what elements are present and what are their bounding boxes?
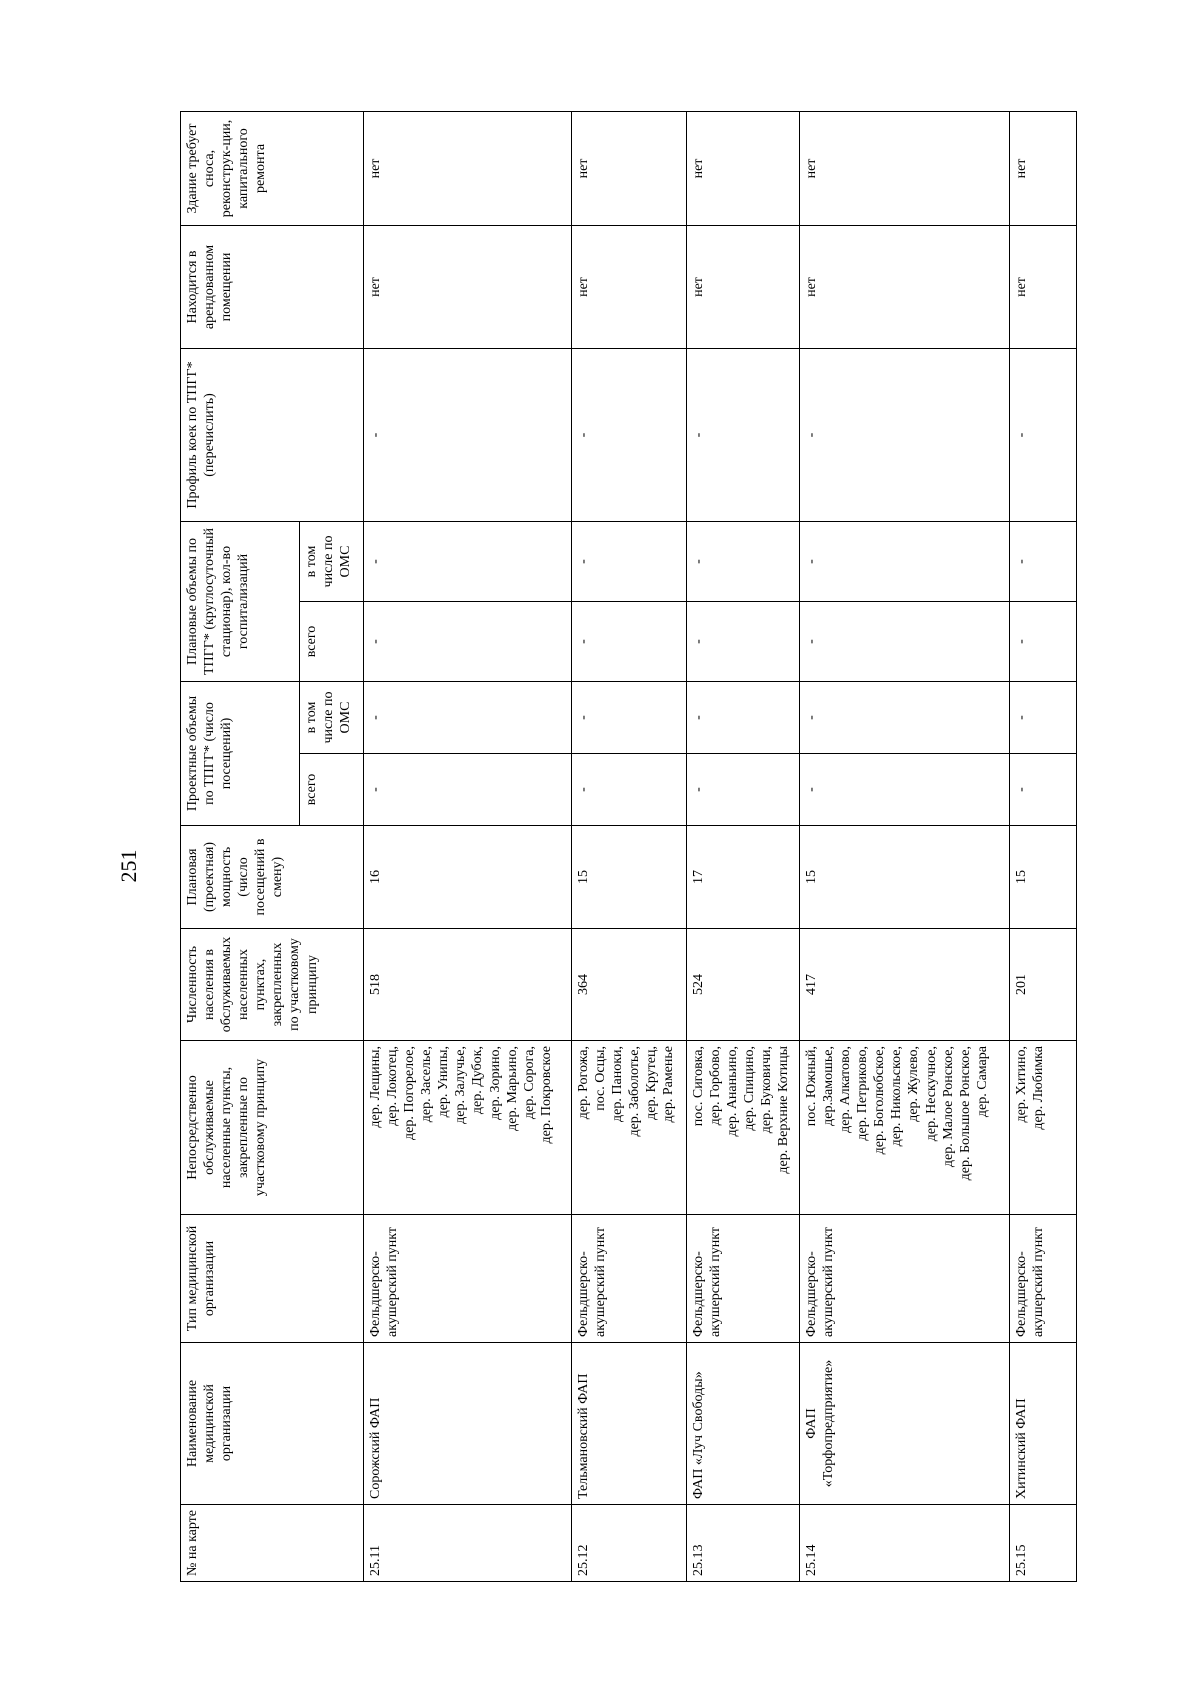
settlement-item: дер.Замошье, <box>821 1046 837 1126</box>
settlement-item: дер. Раменье <box>661 1046 677 1123</box>
settlement-item: дер. Дубок, <box>470 1046 486 1115</box>
cell-population: 201 <box>1010 929 1077 1041</box>
table-row <box>364 111 572 1581</box>
cell-bed-profile: - <box>800 348 1010 521</box>
medical-organizations-table <box>180 111 1077 1582</box>
header-type: Тип медицинской организации <box>181 1215 364 1343</box>
cell-bed-profile: - <box>687 348 800 521</box>
cell-name: ФАП «Луч Свободы» <box>687 1343 800 1505</box>
cell-population: 417 <box>800 929 1010 1041</box>
cell-settlements <box>800 1041 1010 1215</box>
settlement-item: дер. Никольское, <box>889 1046 905 1147</box>
settlement-item: дер. Марьино, <box>504 1046 520 1131</box>
cell-population: 518 <box>364 929 572 1041</box>
table-row <box>1010 111 1077 1581</box>
settlement-item: дер. Локотец, <box>385 1046 401 1126</box>
cell-hosp-oms: - <box>572 521 687 601</box>
cell-visits-total: - <box>1010 754 1077 826</box>
cell-capacity: 15 <box>800 826 1010 929</box>
cell-settlements <box>687 1041 800 1215</box>
cell-rented: нет <box>1010 225 1077 348</box>
cell-num: 25.13 <box>687 1505 800 1582</box>
settlement-item: дер. Малое Ронское, <box>940 1046 956 1168</box>
cell-num: 25.14 <box>800 1505 1010 1582</box>
cell-hosp-total: - <box>572 602 687 682</box>
settlement-item: дер. Верхние Котицы <box>776 1046 792 1174</box>
cell-type: Фельдшерско-акушерский пункт <box>572 1215 687 1343</box>
rotated-table-container <box>180 112 1076 1582</box>
cell-name: ФАП «Торфопредприятие» <box>800 1343 1010 1505</box>
cell-repair: нет <box>687 111 800 225</box>
settlement-item: дер. Алкатово, <box>838 1046 854 1133</box>
settlement-item: дер. Крутец, <box>644 1046 660 1120</box>
cell-capacity: 15 <box>572 826 687 929</box>
cell-hosp-total: - <box>1010 602 1077 682</box>
cell-name: Сорожский ФАП <box>364 1343 572 1505</box>
cell-visits-oms: - <box>687 682 800 754</box>
header-population: Численность населения в обслуживаемых населенных пунктах, закрепленных по участковому принципу <box>181 929 364 1041</box>
cell-repair: нет <box>1010 111 1077 225</box>
settlement-item: дер. Лещины, <box>368 1046 383 1128</box>
cell-visits-oms: - <box>572 682 687 754</box>
cell-visits-total: - <box>364 754 572 826</box>
page-number: 251 <box>116 849 141 883</box>
settlement-item: дер. Хитино, <box>1014 1046 1029 1123</box>
cell-settlements <box>572 1041 687 1215</box>
cell-population: 364 <box>572 929 687 1041</box>
cell-visits-total: - <box>800 754 1010 826</box>
cell-hosp-total: - <box>364 602 572 682</box>
cell-name: Хитинский ФАП <box>1010 1343 1077 1505</box>
settlement-item: дер. Паноки, <box>610 1046 626 1122</box>
cell-settlements <box>364 1041 572 1215</box>
cell-hosp-oms: - <box>687 521 800 601</box>
cell-repair: нет <box>364 111 572 225</box>
table-row <box>687 111 800 1581</box>
header-hospitalizations: Плановые объемы по ТПГГ* (круглосуточный стационар), кол-во госпитализаций <box>181 521 300 681</box>
cell-repair: нет <box>572 111 687 225</box>
cell-num: 25.15 <box>1010 1505 1077 1582</box>
cell-hosp-oms: - <box>1010 521 1077 601</box>
cell-hosp-total: - <box>687 602 800 682</box>
header-capacity: Плановая (проектная) мощность (число посещений в смену) <box>181 826 364 929</box>
header-num: № на карте <box>181 1505 364 1582</box>
settlement-item: дер. Буковичи, <box>759 1046 775 1134</box>
settlement-item: дер. Самара <box>974 1046 990 1118</box>
cell-num: 25.11 <box>364 1505 572 1582</box>
settlement-item: дер. Заселье, <box>419 1046 435 1123</box>
table-row <box>800 111 1010 1581</box>
cell-repair: нет <box>800 111 1010 225</box>
settlement-item: дер. Погорелое, <box>402 1046 418 1140</box>
settlement-item: дер. Жулево, <box>906 1046 922 1122</box>
settlement-item: дер. Ананьино, <box>725 1046 741 1137</box>
cell-visits-total: - <box>687 754 800 826</box>
settlement-item: дер. Спицино, <box>742 1046 758 1131</box>
settlement-item: дер. Сорога, <box>521 1046 537 1120</box>
header-rented: Находится в арендованном помещении <box>181 225 364 348</box>
cell-capacity: 17 <box>687 826 800 929</box>
cell-rented: нет <box>364 225 572 348</box>
settlement-item: дер. Любимка <box>1031 1046 1047 1130</box>
settlement-item: дер. Горбово, <box>708 1046 724 1126</box>
cell-settlements <box>1010 1041 1077 1215</box>
cell-visits-total: - <box>572 754 687 826</box>
settlement-item: дер. Нескучное, <box>923 1046 939 1142</box>
header-bed-profile: Профиль коек по ТПГГ* (перечислить) <box>181 348 364 521</box>
cell-population: 524 <box>687 929 800 1041</box>
cell-hosp-oms: - <box>800 521 1010 601</box>
cell-type: Фельдшерско-акушерский пункт <box>800 1215 1010 1343</box>
header-settlements: Непосредственно обслуживаемые населенные пункты, закрепленные по участковому принципу <box>181 1041 364 1215</box>
cell-name: Тельмановский ФАП <box>572 1343 687 1505</box>
cell-visits-oms: - <box>1010 682 1077 754</box>
settlement-item: дер. Заболотье, <box>627 1046 643 1137</box>
cell-rented: нет <box>572 225 687 348</box>
settlement-item: дер. Зорино, <box>487 1046 503 1120</box>
settlement-item: дер. Залучье, <box>453 1046 469 1124</box>
settlement-item: дер. Большое Ронское, <box>957 1046 973 1181</box>
settlement-item: дер. Петриково, <box>855 1046 871 1141</box>
cell-capacity: 16 <box>364 826 572 929</box>
table-row <box>572 111 687 1581</box>
cell-type: Фельдшерско-акушерский пункт <box>687 1215 800 1343</box>
settlement-item: пос. Южный, <box>804 1046 819 1127</box>
header-row <box>181 111 300 1581</box>
settlement-item: пос. Сиговка, <box>691 1046 706 1127</box>
cell-rented: нет <box>800 225 1010 348</box>
cell-bed-profile: - <box>572 348 687 521</box>
header-visits: Проектные объемы по ТПГГ* (число посещений) <box>181 682 300 826</box>
header-repair: Здание требует сноса, реконструк-ции, капитального ремонта <box>181 111 364 225</box>
header-hosp-total: всего <box>300 602 364 682</box>
header-hosp-oms: в том числе по ОМС <box>300 521 364 601</box>
cell-type: Фельдшерско-акушерский пункт <box>364 1215 572 1343</box>
cell-num: 25.12 <box>572 1505 687 1582</box>
header-visits-oms: в том числе по ОМС <box>300 682 364 754</box>
cell-hosp-oms: - <box>364 521 572 601</box>
cell-hosp-total: - <box>800 602 1010 682</box>
cell-rented: нет <box>687 225 800 348</box>
cell-type: Фельдшерско-акушерский пункт <box>1010 1215 1077 1343</box>
cell-bed-profile: - <box>1010 348 1077 521</box>
cell-bed-profile: - <box>364 348 572 521</box>
header-visits-total: всего <box>300 754 364 826</box>
header-name: Наименование медицинской организации <box>181 1343 364 1505</box>
settlement-item: пос. Осцы, <box>593 1046 609 1111</box>
settlement-item: дер. Унипы, <box>436 1046 452 1118</box>
cell-capacity: 15 <box>1010 826 1077 929</box>
cell-visits-oms: - <box>364 682 572 754</box>
settlement-item: дер. Рогожа, <box>576 1046 591 1120</box>
settlement-item: дер. Покровское <box>538 1046 554 1144</box>
cell-visits-oms: - <box>800 682 1010 754</box>
settlement-item: дер. Боголюбское, <box>872 1046 888 1155</box>
